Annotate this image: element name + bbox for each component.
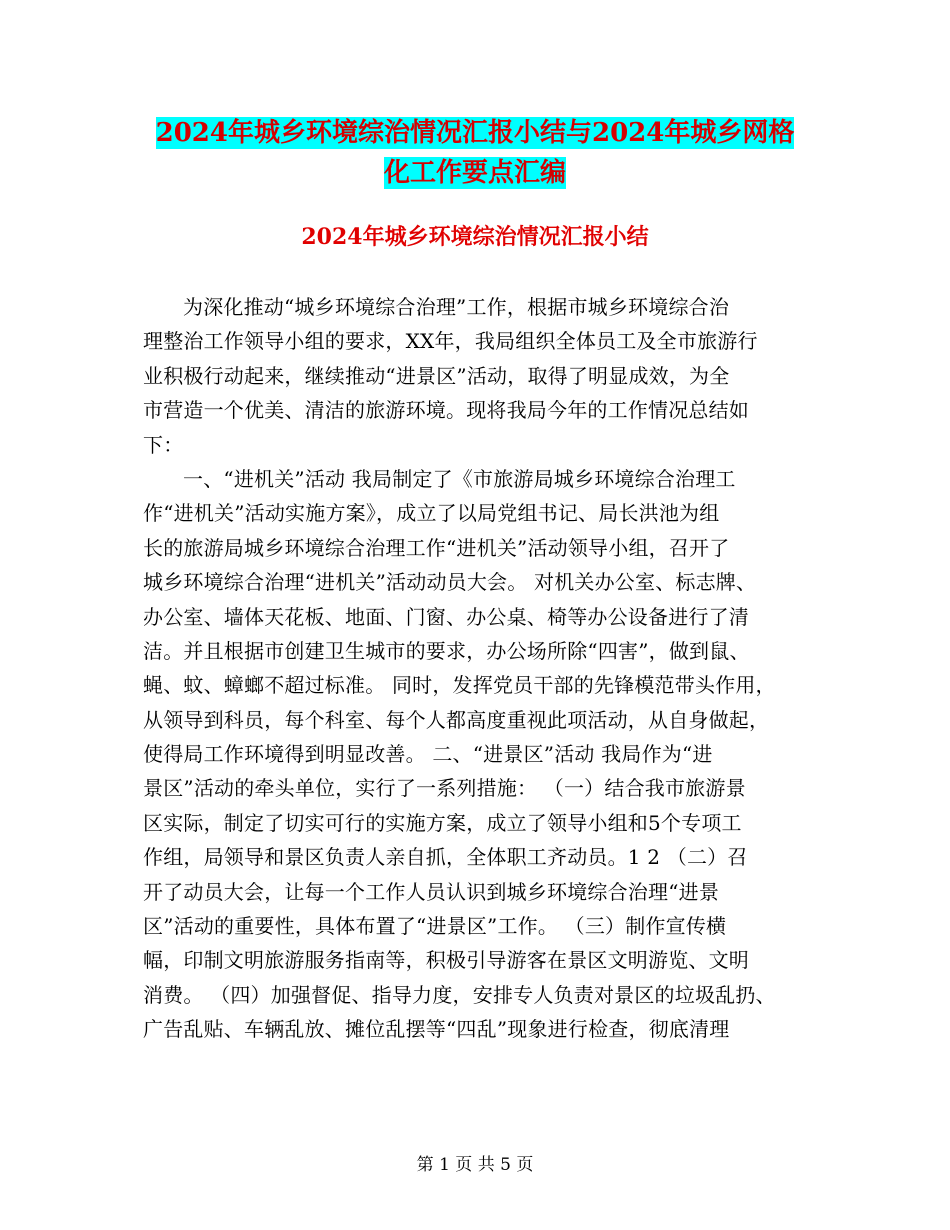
paragraph-line: 为深化推动“城乡环境综合治理”工作，根据市城乡环境综合治: [183, 295, 730, 319]
paragraph-line: 下：: [143, 432, 184, 457]
body-text: [143, 290, 815, 1047]
paragraph-line: 区实际，制定了切实可行的实施方案，成立了领导小组和5个专项工: [143, 810, 742, 835]
paragraph-line: 作组，局领导和景区负责人亲自抓，全体职工齐动员。1 2 （二）召: [143, 845, 748, 870]
paragraph-line: 区”活动的重要性，具体布置了“进景区”工作。 （三）制作宣传横: [143, 914, 727, 939]
document-title-line-1: [0, 115, 950, 151]
title-highlight: 2024年城乡环境综治情况汇报小结与2024年城乡网格: [155, 118, 795, 148]
paragraph-line: 作“进机关”活动实施方案》，成立了以局党组书记、局长洪池为组: [143, 501, 720, 526]
title-highlight: 化工作要点汇编: [383, 158, 566, 188]
paragraph-line: 广告乱贴、车辆乱放、摊位乱摆等“四乱”现象进行检查，彻底清理: [143, 1017, 730, 1042]
paragraph-line: 城乡环境综合治理“进机关”活动动员大会。 对机关办公室、标志牌、: [143, 570, 757, 595]
paragraph-line: 消费。 （四）加强督促、指导力度，安排专人负责对景区的垃圾乱扔、: [143, 982, 776, 1007]
paragraph-line: 使得局工作环境得到明显改善。 二、“进景区”活动 我局作为“进: [143, 742, 713, 767]
paragraph-line: 开了动员大会，让每一个工作人员认识到城乡环境综合治理“进景: [143, 879, 720, 904]
paragraph-line: 洁。并且根据市创建卫生城市的要求，办公场所除“四害”，做到鼠、: [143, 638, 750, 663]
section-subtitle: 2024年城乡环境综治情况汇报小结: [301, 224, 649, 250]
document-title-line-2: [0, 155, 950, 191]
paragraph-line: 景区”活动的牵头单位，实行了一系列措施： （一）结合我市旅游景: [143, 776, 746, 801]
paragraph-line: 市营造一个优美、清洁的旅游环境。现将我局今年的工作情况总结如: [143, 398, 749, 423]
paragraph-line: 理整治工作领导小组的要求，XX年，我局组织全体员工及全市旅游行: [143, 329, 758, 354]
page-footer: 第 1 页 共 5 页: [416, 1155, 534, 1175]
paragraph-line: 一、“进机关”活动 我局制定了《市旅游局城乡环境综合治理工: [183, 466, 736, 491]
paragraph-line: 业积极行动起来，继续推动“进景区”活动，取得了明显成效，为全: [143, 363, 730, 388]
paragraph-line: 办公室、墙体天花板、地面、门窗、办公桌、椅等办公设备进行了清: [143, 604, 749, 629]
paragraph-line: 长的旅游局城乡环境综合治理工作“进机关”活动领导小组，召开了: [143, 535, 730, 560]
paragraph-line: 幅，印制文明旅游服务指南等，积极引导游客在景区文明游览、文明: [143, 948, 749, 973]
paragraph-line: 蝇、蚊、蟑螂不超过标准。 同时，发挥党员干部的先锋模范带头作用，: [143, 673, 776, 698]
paragraph-line: 从领导到科员，每个科室、每个人都高度重视此项活动，从自身做起，: [143, 707, 770, 732]
